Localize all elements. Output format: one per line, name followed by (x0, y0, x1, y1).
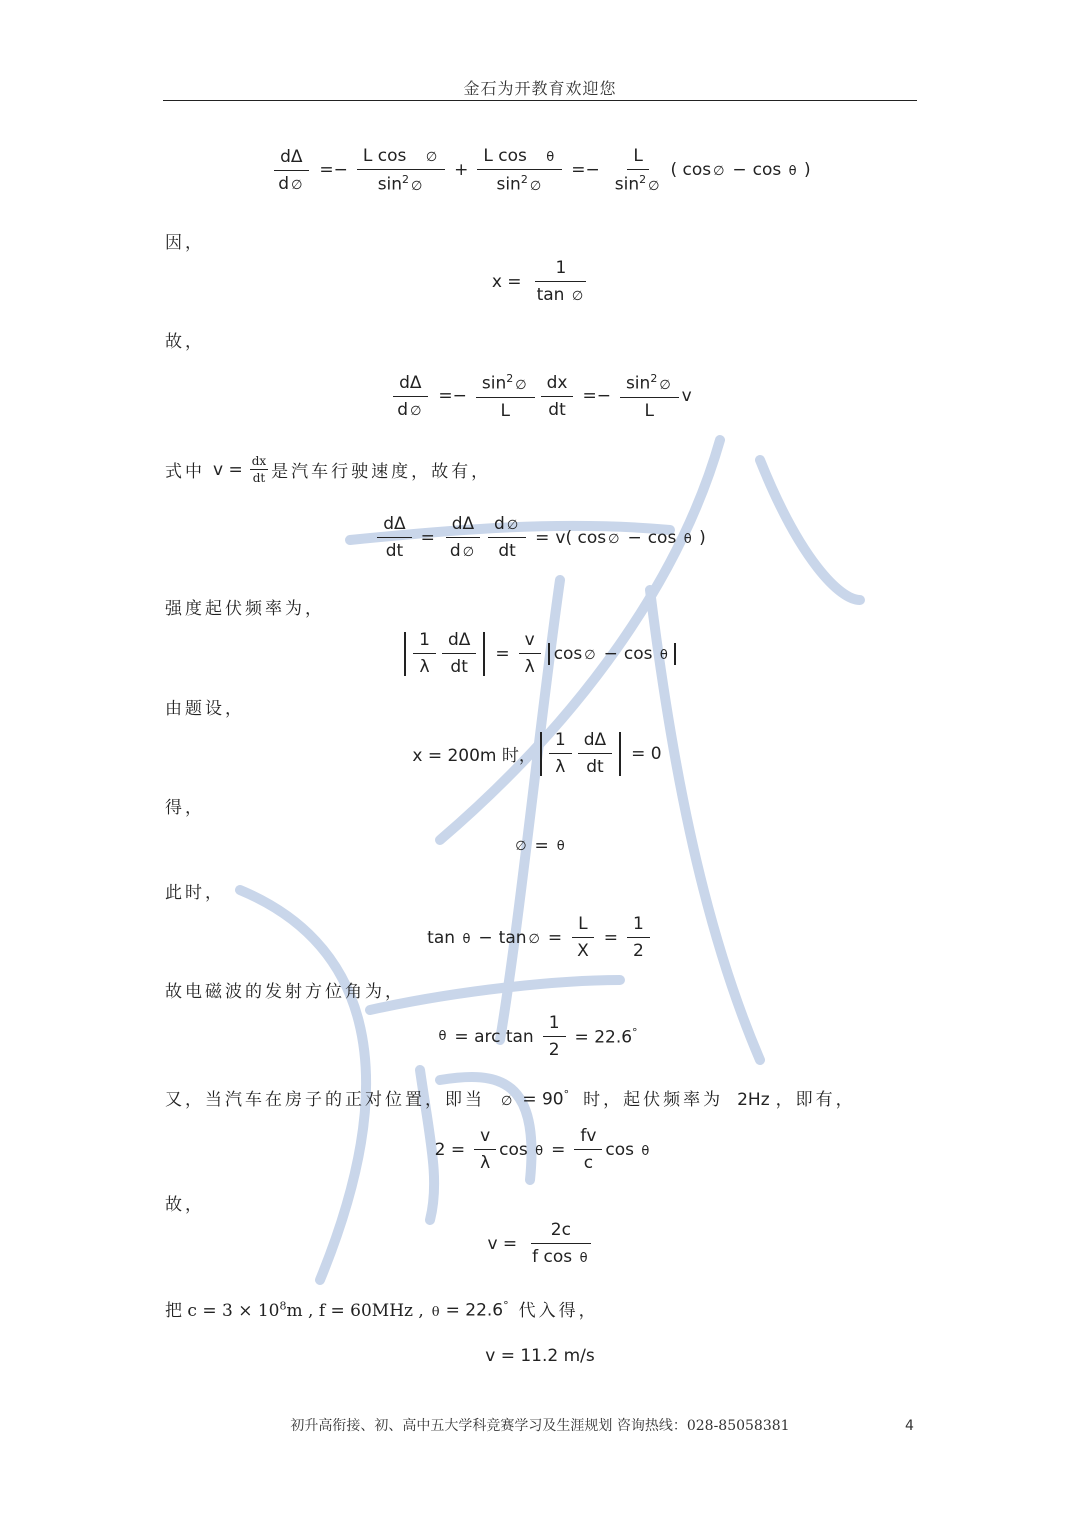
phi-symbol: ∅ (584, 647, 596, 663)
text-substitute: 把 $c = 3 \times 10^8m$ , f = 60MHz , θ = 22.6° 代入得， (165, 1296, 599, 1321)
theta-symbol: θ (546, 150, 555, 165)
text-angle: 故电磁波的发射方位角为， (165, 982, 405, 1002)
theta-symbol: θ (438, 1029, 447, 1044)
frequency-2hz: 2Hz (737, 1090, 770, 1110)
arctan-label: = arc tan (454, 1026, 534, 1047)
phi-symbol: ∅ (528, 931, 540, 947)
equation-8: tan θ − tan ∅ = $\frac{L}{X}$ = $\frac{1}{2}$ (0, 914, 1080, 961)
x-200m-label: x = 200m 时， (412, 746, 536, 766)
text-frequency-is: 时，起伏频率为 (583, 1090, 724, 1110)
header-title: 金石为开教育欢迎您 (463, 79, 617, 98)
phi-symbol: ∅ (648, 178, 660, 194)
equation-4: $\frac{d\Delta}{dt}$ = $\frac{d\Delta}{d \emptyset}$ $\frac{d \emptyset}{dt}$ = v( cos ∅ − cos θ ) (0, 514, 1080, 561)
angle-22-6: = 22.6 (445, 1301, 504, 1321)
equals-zero: = 0 (631, 743, 662, 764)
text-dairu: 代入得， (518, 1301, 599, 1321)
equation-7: ∅ = θ (515, 836, 565, 856)
footer-text: 初升高衔接、初、高中五大学科竞赛学习及生涯规划 咨询热线：028-85058381 (290, 1418, 790, 1434)
text-you-dang: 又，当汽车在房子的正对位置，即当 (165, 1090, 485, 1110)
theta-symbol: θ (462, 931, 471, 947)
phi-symbol: ∅ (410, 403, 422, 419)
text-frequency: 强度起伏频率为， (165, 599, 325, 619)
phi-symbol: ∅ (515, 838, 527, 854)
phi-symbol: ∅ (506, 518, 519, 533)
phi-symbol: ∅ (515, 377, 527, 393)
equation-6: x = 200m 时， $\frac{1}{\lambda}$ $\frac{d\Delta}{dt}$ = 0 (412, 730, 662, 777)
phi-symbol: ∅ (659, 377, 671, 393)
text-given: 由题设， (165, 699, 245, 719)
phi-symbol: ∅ (571, 289, 584, 304)
text-shizhong: 式中 (165, 462, 205, 482)
text-de: 得， (165, 798, 205, 818)
equation-10: 2 = $\frac{v}{\lambda}$ cos θ = $\frac{fv}{c}$ cos θ (434, 1126, 650, 1173)
phi-symbol: ∅ (713, 164, 725, 180)
theta-symbol: θ (788, 164, 797, 180)
theta-symbol: θ (579, 1251, 588, 1266)
theta-symbol: θ (556, 838, 565, 854)
text-opposite-position: 又，当汽车在房子的正对位置，即当 ∅ = 90° 时，起伏频率为 2Hz ，即有， (165, 1085, 856, 1110)
equation-2: x = $\frac{1}{\tan \emptyset}$ (0, 258, 1080, 305)
text-ji-you: ，即有， (775, 1090, 856, 1110)
phi-symbol: ∅ (529, 178, 542, 194)
theta-symbol: θ (535, 1143, 544, 1159)
theta-symbol: θ (683, 531, 692, 547)
two-equals: 2 = (434, 1139, 466, 1160)
header-divider (163, 100, 917, 101)
equation-9: θ = arc tan $\frac{1}{2}$ = 22.6° (438, 1013, 638, 1060)
text-ba: 把 $c = 3 \times 10^8m$ , f = 60MHz , (165, 1299, 424, 1321)
equation-11: v = $\frac{2c}{\text{f cos θ}}$ (0, 1220, 1080, 1267)
theta-symbol: θ (641, 1143, 650, 1159)
text-speed-desc: 是汽车行驶速度，故有， (271, 462, 492, 482)
text-speed-line: 式中 v = $\frac{dx}{dt}$ 是汽车行驶速度，故有， (165, 454, 492, 485)
phi-symbol: ∅ (608, 531, 620, 547)
equation-final (0, 1346, 1080, 1366)
equation-1: $\frac{d\Delta}{d \emptyset}$ =− $\frac{\text{L cos ∅}}{\sin^2 \emptyset}$ + $\frac{\text{L cos θ}}{\sin^2 \emptyset}$ =− $\frac{L}{\sin^2 \emptyset}$ ( cos ∅ − cos θ ) (0, 146, 1080, 195)
text-gu-1: 故， (165, 332, 205, 352)
final-velocity: v = 11.2 m∕s (485, 1346, 595, 1366)
phi-symbol: ∅ (411, 178, 423, 194)
phi-symbol: ∅ (462, 545, 475, 560)
angle-result: = 22.6 (574, 1027, 633, 1048)
text-gu-2: 故， (165, 1195, 205, 1215)
phi-symbol: ∅ (425, 150, 438, 165)
phi-symbol: ∅ (501, 1094, 513, 1109)
phi-symbol: ∅ (291, 177, 303, 193)
text-cishi: 此时， (165, 883, 225, 903)
page-number: 4 (905, 1418, 914, 1434)
angle-90: = 90 (522, 1090, 564, 1110)
theta-symbol: θ (659, 647, 668, 663)
text-yin: 因， (165, 233, 205, 253)
equation-5: $\frac{1}{\lambda}$ $\frac{d\Delta}{dt}$ = $\frac{v}{\lambda}$ cos ∅ − cos θ (0, 630, 1080, 677)
theta-symbol: θ (431, 1305, 440, 1320)
equation-3: $\frac{d\Delta}{d \emptyset}$ =− $\frac{\sin^2 \emptyset}{L}$ $\frac{dx}{dt}$ =− $\frac{\sin^2 \emptyset}{L}$ v (0, 372, 1080, 421)
